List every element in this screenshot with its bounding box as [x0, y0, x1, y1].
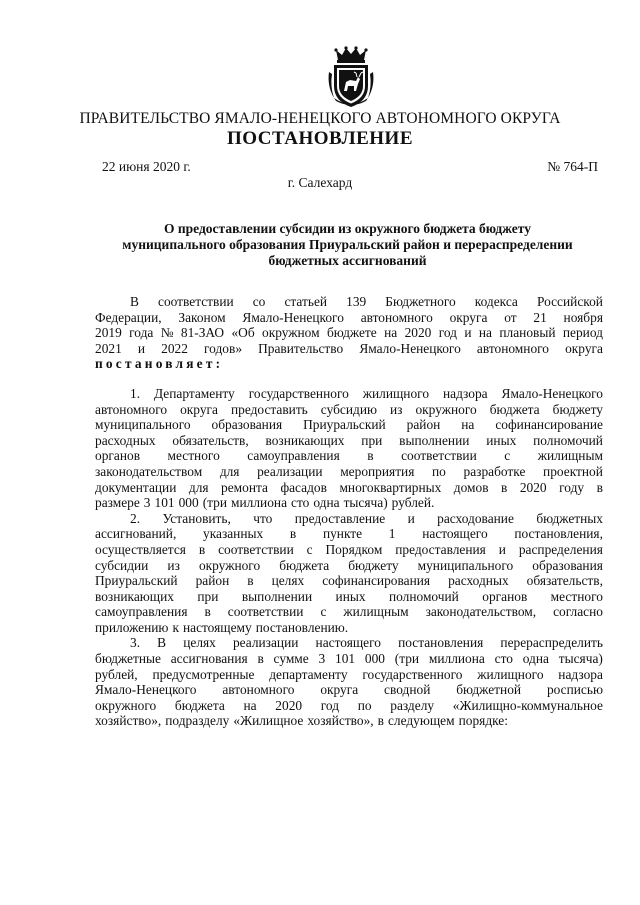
paragraph-line — [95, 526, 603, 542]
word: 1. — [130, 385, 141, 401]
paragraph-line — [95, 589, 603, 605]
paragraph-line — [95, 511, 603, 527]
word: ремонта — [221, 479, 268, 495]
word: окружного — [95, 697, 157, 713]
paragraph-line — [95, 682, 603, 698]
word: период — [562, 325, 603, 341]
word: автономного — [222, 682, 295, 698]
word: на — [478, 325, 492, 341]
coat-of-arms-icon — [326, 46, 376, 108]
word: местного — [167, 448, 220, 464]
paragraph-line — [95, 294, 603, 310]
word: Ямало-Ненецкого — [501, 385, 603, 401]
paragraph — [95, 511, 603, 636]
word: автономного — [360, 309, 433, 325]
word: году — [559, 479, 585, 495]
word: 000 — [178, 495, 199, 511]
word: бюджета — [489, 401, 540, 417]
word: бюджета — [279, 557, 330, 573]
document-number: № 764-П — [547, 159, 598, 174]
word: муниципального — [417, 557, 514, 573]
word: обязательств, — [172, 432, 249, 448]
word: 101 — [335, 651, 356, 667]
word: софинансирование — [495, 417, 603, 433]
paragraph-line — [95, 433, 603, 449]
word: Правительство — [258, 340, 344, 356]
word: для — [219, 463, 240, 479]
word: росписью — [546, 682, 603, 698]
word: 81-ЗАО — [180, 325, 225, 341]
word: тысяча) — [343, 495, 388, 511]
word: постановления — [398, 635, 484, 651]
word: бюджету — [552, 401, 603, 417]
coat-of-arms-svg — [326, 46, 376, 108]
word: расходных — [95, 432, 156, 448]
word: года — [129, 325, 154, 341]
word: из — [390, 401, 403, 417]
word: что — [253, 510, 273, 526]
paragraph-line — [95, 325, 603, 341]
word: многоквартирных — [339, 479, 442, 495]
word: выполнении — [399, 432, 470, 448]
word: по — [357, 697, 372, 713]
paragraph-line — [95, 698, 603, 714]
paragraph-line — [95, 417, 603, 433]
word: окружного — [198, 557, 261, 573]
word: соответствии — [401, 448, 477, 464]
paragraph-line — [95, 464, 603, 480]
word: годов» — [204, 340, 243, 356]
word: государственного — [248, 385, 349, 401]
word: «Об — [231, 325, 255, 341]
word: предоставить — [230, 401, 308, 417]
word: окружном — [262, 325, 320, 341]
word: район — [406, 417, 441, 433]
word: следующем — [387, 713, 455, 729]
word: в — [289, 526, 297, 542]
word: указанных — [203, 526, 264, 542]
word: В — [130, 294, 139, 309]
word: Ямало-Ненецкого — [359, 340, 461, 356]
word: в — [501, 479, 508, 495]
word: перераспределить — [500, 635, 603, 651]
word: настоящего — [315, 635, 381, 651]
word: 3. — [130, 635, 141, 651]
word: год — [320, 697, 340, 713]
word: подразделу — [165, 713, 230, 729]
word: выполнении — [241, 588, 313, 604]
word: из — [167, 557, 180, 573]
word: обязательств, — [526, 573, 603, 589]
word: статьей — [284, 294, 328, 309]
word: автономного — [95, 401, 168, 417]
word: миллиона — [428, 651, 485, 667]
word: соответствии — [227, 604, 304, 620]
word: со — [252, 294, 266, 309]
word: мероприятия — [340, 463, 415, 479]
word: возникающих — [265, 432, 345, 448]
word: домов — [453, 479, 489, 495]
word: 3 — [143, 495, 151, 511]
word: ассигнования — [170, 651, 248, 667]
word: на — [243, 697, 257, 713]
word: субсидии — [95, 557, 149, 573]
word: тысяча) — [558, 651, 603, 667]
word: согласно — [553, 604, 603, 620]
title-line: О предоставлении субсидии из окружного бюджета бюджету — [164, 221, 531, 236]
word: органов — [482, 588, 528, 604]
word: надзора — [442, 385, 488, 401]
word: хозяйство», — [307, 713, 374, 729]
paragraph-line — [95, 651, 603, 667]
word: самоуправления — [247, 448, 340, 464]
title-line: бюджетных ассигнований — [268, 253, 427, 268]
word: округа — [320, 682, 359, 698]
word: 101 — [154, 495, 175, 511]
word: плановый — [499, 325, 556, 341]
word: кодекса — [474, 294, 518, 309]
word: 2021 — [95, 340, 122, 356]
word: в — [367, 448, 374, 464]
word: полномочий — [388, 588, 459, 604]
paragraph-line — [95, 558, 603, 574]
word: Приуральский — [95, 573, 178, 589]
paragraph-line — [95, 542, 603, 558]
paragraph — [95, 386, 603, 511]
word: 139 — [346, 294, 367, 309]
word: 000 — [364, 651, 385, 667]
word: в — [204, 604, 211, 620]
word: окружного — [415, 401, 477, 417]
word: рублей, — [95, 666, 138, 682]
word: реализации — [232, 635, 299, 651]
word: с — [504, 448, 511, 464]
word: год — [438, 325, 457, 341]
word: по — [432, 463, 446, 479]
word: самоуправления — [95, 604, 188, 620]
word: для — [188, 479, 209, 495]
word: департаменту — [269, 666, 348, 682]
word: фасадов — [280, 479, 327, 495]
word: Законом — [178, 309, 226, 325]
word: рублей. — [391, 495, 435, 511]
word: софинансирования — [322, 573, 431, 589]
paragraph-line — [95, 667, 603, 683]
word: 2020 — [275, 697, 303, 713]
word: 2020 — [404, 325, 432, 341]
word: 2020 — [519, 479, 547, 495]
document-date: 22 июня 2020 г. — [102, 159, 191, 174]
word: предоставление — [294, 510, 386, 526]
word: и — [464, 325, 472, 341]
word: разработке — [463, 463, 526, 479]
paragraph-line — [95, 635, 603, 651]
organization-name: ПРАВИТЕЛЬСТВО ЯМАЛО-НЕНЕЦКОГО АВТОНОМНОГО ОКРУГА — [79, 110, 561, 127]
word: осуществляется — [95, 541, 186, 557]
word: в — [247, 573, 254, 589]
word: автономного — [476, 340, 549, 356]
word: В — [157, 635, 167, 651]
document-title — [95, 221, 600, 269]
word: Порядком — [325, 541, 383, 557]
word: документации — [95, 479, 177, 495]
word: в — [257, 651, 264, 667]
paragraph-line — [95, 495, 603, 511]
word: настоящего — [422, 526, 488, 542]
word: округа — [565, 340, 603, 356]
word: на — [461, 417, 475, 433]
word: с — [320, 604, 327, 620]
word: 2. — [130, 510, 141, 526]
word: целях — [271, 573, 305, 589]
word: при — [361, 432, 383, 448]
word: постановления, — [514, 526, 603, 542]
word: «Жилищно-коммунальное — [452, 697, 603, 713]
word: «Жилищное — [233, 713, 304, 729]
word: хозяйство», — [95, 713, 162, 729]
paragraph-line — [95, 341, 603, 357]
word: сумме — [273, 651, 309, 667]
word: предусмотренные — [152, 666, 255, 682]
word: образования — [532, 557, 603, 573]
word: 2022 — [161, 340, 188, 356]
word: при — [197, 588, 219, 604]
word: законодательством — [95, 463, 203, 479]
word: проектной — [543, 463, 603, 479]
word: в — [596, 479, 603, 495]
word: предоставления — [395, 541, 486, 557]
word: миллиона — [231, 495, 288, 511]
word: одна — [313, 495, 340, 511]
word: бюджетных — [536, 510, 603, 526]
word: жилищным — [343, 604, 409, 620]
word: на — [384, 325, 398, 341]
paragraph-line — [95, 620, 603, 636]
paragraph-line — [95, 713, 603, 729]
word: в — [198, 541, 206, 557]
word: и — [137, 340, 146, 356]
word: 1 — [388, 526, 396, 542]
word: соответствии — [218, 541, 294, 557]
word: (три — [202, 495, 228, 511]
word: к — [172, 619, 179, 635]
word: реализации — [257, 463, 323, 479]
word: бюджетные — [95, 651, 161, 667]
word: № — [160, 325, 174, 341]
word: Бюджетного — [385, 294, 456, 309]
paragraph-line — [95, 573, 603, 589]
word: приложению — [95, 619, 169, 635]
word: в — [377, 713, 384, 729]
word: район — [195, 573, 230, 589]
word: бюджетной — [456, 682, 522, 698]
paragraph-line — [95, 480, 603, 496]
word: размере — [95, 495, 140, 511]
decree-word: постановляет: — [95, 356, 224, 372]
word: органов — [95, 448, 141, 464]
word: соответствии — [158, 294, 234, 309]
word: 21 — [533, 309, 547, 325]
word: расходных — [448, 573, 509, 589]
word: округа — [180, 401, 218, 417]
word: Ямало-Ненецкого — [95, 682, 197, 698]
word: бюджета — [174, 697, 225, 713]
word: образования — [211, 417, 283, 433]
word: сводной — [384, 682, 431, 698]
word: 2019 — [95, 325, 122, 341]
paragraph — [95, 635, 603, 729]
word: местного — [550, 588, 603, 604]
word: жилищным — [537, 448, 603, 464]
word: бюджете — [326, 325, 377, 341]
paragraph-line — [95, 604, 603, 620]
word: сто — [494, 651, 513, 667]
word: постановлению. — [255, 619, 349, 635]
word: Приуральский — [303, 417, 386, 433]
document-city: г. Салехард — [287, 175, 353, 190]
word: субсидию — [320, 401, 377, 417]
word: Российской — [536, 294, 603, 309]
paragraph-line — [95, 386, 603, 402]
word: бюджету — [348, 557, 399, 573]
word: законодательством, — [425, 604, 537, 620]
word: расходование — [437, 510, 514, 526]
paragraph — [95, 294, 603, 372]
word: округа — [449, 309, 488, 325]
word: 3 — [318, 651, 326, 667]
word: Ямало-Ненецкого — [242, 309, 344, 325]
word: (три — [394, 651, 420, 667]
word: пункте — [322, 526, 363, 542]
word: одна — [522, 651, 549, 667]
word: Установить, — [162, 510, 231, 526]
word: жилищного — [362, 385, 430, 401]
word: распределения — [518, 541, 603, 557]
document-body — [95, 294, 603, 729]
word: иных — [335, 588, 366, 604]
word: ассигнований, — [95, 526, 177, 542]
paragraph-gap — [95, 372, 603, 386]
document-type: ПОСТАНОВЛЕНИЕ — [226, 128, 414, 149]
word: Департаменту — [153, 385, 235, 401]
word: государственного — [362, 666, 463, 682]
word: сто — [291, 495, 310, 511]
word: и — [407, 510, 415, 526]
word: разделу — [390, 697, 435, 713]
word: и — [498, 541, 506, 557]
word: порядке: — [458, 713, 508, 729]
word: надзора — [558, 666, 603, 682]
word: с — [306, 541, 313, 557]
title-line: муниципального образования Приуральский район и перераспределении — [122, 237, 573, 252]
word: жилищного — [477, 666, 544, 682]
paragraph-line — [95, 310, 603, 326]
word: иных — [486, 432, 517, 448]
paragraph-line — [95, 448, 603, 464]
word: целях — [183, 635, 216, 651]
word: ноября — [563, 309, 603, 325]
word: полномочий — [533, 432, 603, 448]
paragraph-line — [95, 402, 603, 418]
word: возникающих — [95, 588, 174, 604]
word: муниципального — [95, 417, 191, 433]
word: Федерации, — [95, 309, 162, 325]
paragraph-line — [95, 356, 603, 372]
word: от — [504, 309, 517, 325]
word: настоящему — [182, 619, 252, 635]
